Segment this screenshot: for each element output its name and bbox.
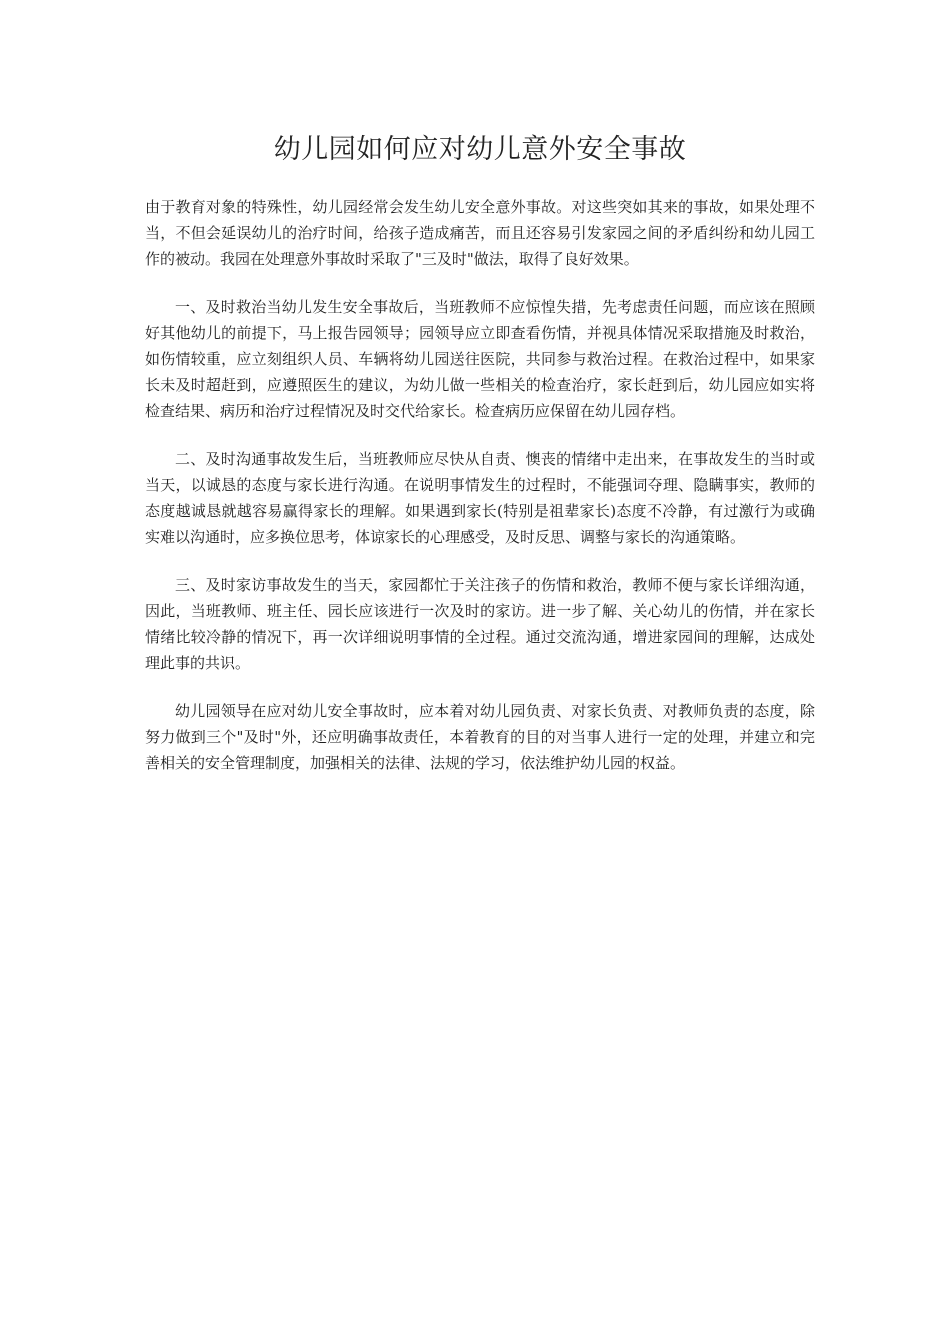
section-timely-home-visit-paragraph: 三、及时家访事故发生的当天，家园都忙于关注孩子的伤情和救治，教师不便与家长详细沟通，因此，当班教师、班主任、园长应该进行一次及时的家访。进一步了解、关心幼儿的伤情，并在家长情绪比较冷静的情况下，再一次详细说明事情的全过程。通过交流沟通，增进家园间的理解，达成处理此事的共识。 xyxy=(145,576,815,672)
section-timely-communication-paragraph: 二、及时沟通事故发生后，当班教师应尽快从自责、懊丧的情绪中走出来，在事故发生的当时或当天，以诚恳的态度与家长进行沟通。在说明事情发生的过程时，不能强词夺理、隐瞒事实，教师的态度越诚恳就越容易赢得家长的理解。如果遇到家长(特别是祖辈家长)态度不冷静，有过激行为或确实难以沟通时，应多换位思考，体谅家长的心理感受，及时反思、调整与家长的沟通策略。 xyxy=(145,450,815,546)
intro-paragraph: 由于教育对象的特殊性，幼儿园经常会发生幼儿安全意外事故。对这些突如其来的事故，如果处理不当，不但会延误幼儿的治疗时间，给孩子造成痛苦，而且还容易引发家园之间的矛盾纠纷和幼儿园工作的被动。我园在处理意外事故时采取了"三及时"做法，取得了良好效果。 xyxy=(145,198,815,268)
section-timely-treatment-paragraph: 一、及时救治当幼儿发生安全事故后，当班教师不应惊惶失措，先考虑责任问题，而应该在照顾好其他幼儿的前提下，马上报告园领导；园领导应立即查看伤情，并视具体情况采取措施及时救治，如伤情较重，应立刻组织人员、车辆将幼儿园送往医院，共同参与救治过程。在救治过程中，如果家长未及时超赶到，应遵照医生的建议，为幼儿做一些相关的检查治疗，家长赶到后，幼儿园应如实将检查结果、病历和治疗过程情况及时交代给家长。检查病历应保留在幼儿园存档。 xyxy=(145,298,815,420)
conclusion-paragraph: 幼儿园领导在应对幼儿安全事故时，应本着对幼儿园负责、对家长负责、对教师负责的态度，除努力做到三个"及时"外，还应明确事故责任，本着教育的目的对当事人进行一定的处理，并建立和完善相关的安全管理制度，加强相关的法律、法规的学习，依法维护幼儿园的权益。 xyxy=(145,702,815,772)
document-page xyxy=(145,128,815,798)
document-title: 幼儿园如何应对幼儿意外安全事故 xyxy=(273,134,687,165)
